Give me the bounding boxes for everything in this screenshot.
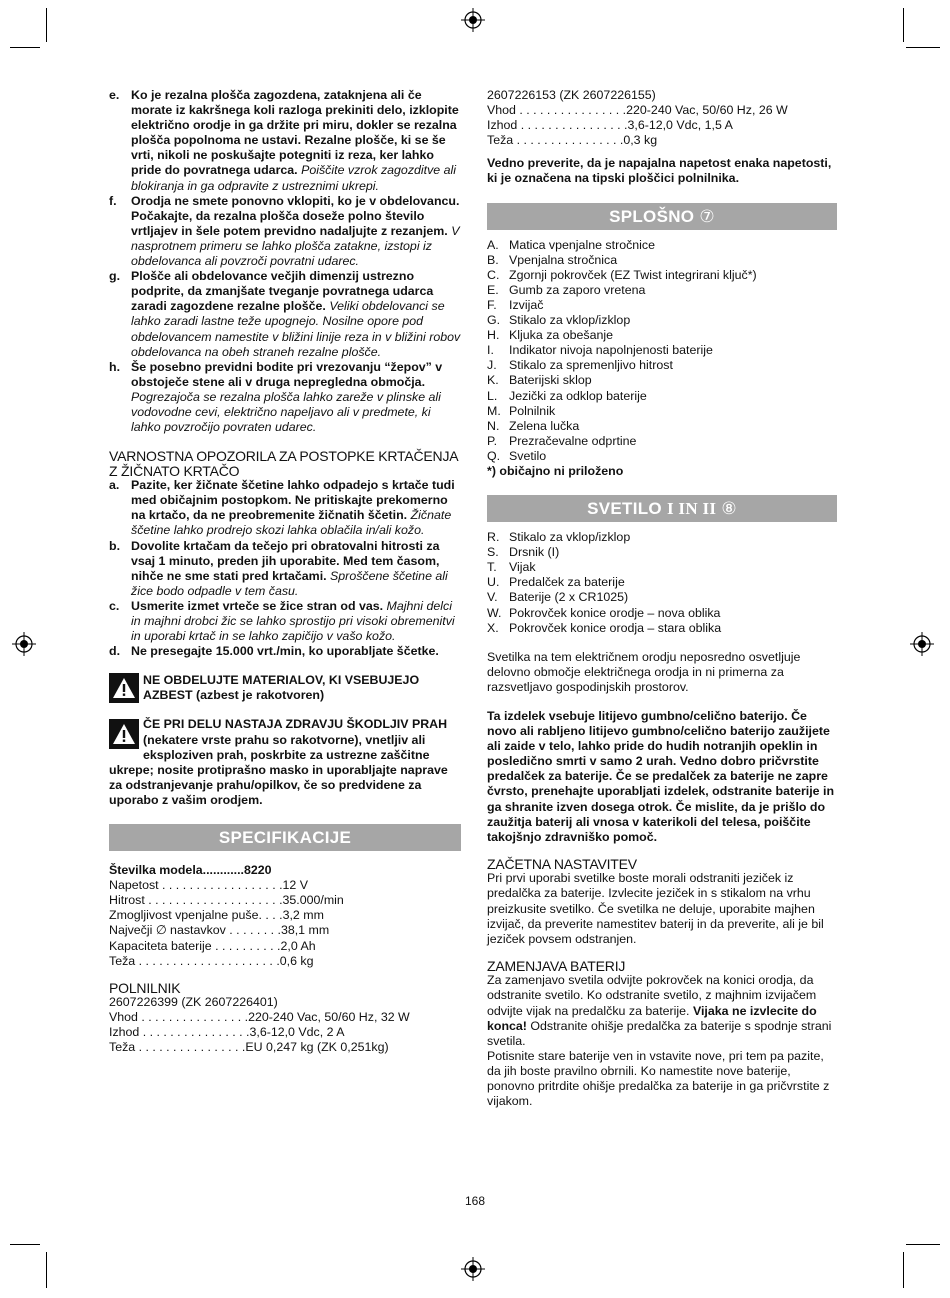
spec-row [109, 954, 461, 969]
list-item-text [131, 88, 461, 194]
part-letter: X. [487, 620, 499, 635]
part-letter: V. [487, 590, 498, 605]
charger2-model: 2607226153 (ZK 2607226155) [487, 88, 656, 102]
list-item-bold: Še posebno previdni bodite pri vrezovanju “žepov” v obstoječe stene ali v druga nepregledna območja. [131, 359, 443, 389]
warning-triangle-icon [109, 673, 139, 703]
part-name: Matica vpenjalne stročnice [509, 237, 656, 252]
part-name: Kljuka za obešanje [509, 328, 614, 343]
charger2-specs [487, 103, 837, 148]
spec-dots: ............ [202, 863, 244, 878]
part-name: Zgornji pokrovček (EZ Twist integrirani ključ*) [509, 267, 757, 282]
spec-row [109, 908, 461, 923]
list-item-label: a. [109, 478, 120, 493]
registration-mark-icon [461, 8, 485, 32]
part-item [487, 560, 837, 575]
light-band-title: SVETILO [587, 499, 662, 519]
spec-value: 35.000/min [282, 893, 344, 908]
list-item-italic: Poiščite vzrok zagozditve ali blokiranja in ga odpravite z ustreznimi ukrepi. [131, 163, 457, 193]
part-name: Jezički za odklop baterije [509, 388, 647, 403]
list-item-italic: Sproščene ščetine ali žice bodo odpadle v tem času. [131, 568, 448, 598]
spec-row [109, 1025, 461, 1040]
part-item [487, 328, 837, 343]
spec-dots: . . . . . . . . . . . . . . . . . . [158, 878, 283, 893]
list-item-label: g. [109, 269, 121, 284]
registration-mark-icon [910, 632, 934, 656]
list-item-text [131, 194, 461, 269]
list-item-text [131, 644, 461, 659]
part-item [487, 298, 837, 313]
spec-value: 3,6-12,0 Vdc, 1,5 A [627, 118, 733, 133]
part-letter: L. [487, 388, 498, 403]
part-letter: T. [487, 560, 497, 575]
part-item [487, 545, 837, 560]
spec-value: 3,6-12,0 Vdc, 2 A [249, 1025, 345, 1040]
spec-row [109, 893, 461, 908]
list-item-bold: Dovolite krtačam da tečejo pri obratovalni hitrosti za vsaj 1 minuto, preden jih uporabite. Med tem časom, nihče ne sme stati pred krtačami. [131, 538, 440, 583]
list-item-text [131, 478, 461, 538]
cutting-safety-list [109, 88, 461, 435]
part-name: Baterijski sklop [509, 373, 592, 388]
part-letter: F. [487, 297, 497, 312]
part-item [487, 575, 837, 590]
list-item-bold: Ne presegajte 15.000 vrt./min, ko uporabljate ščetke. [131, 644, 439, 659]
list-item-italic: Veliki obdelovanci se lahko zaradi lastne teže upognejo. Nosilne opore pod obdelovancem namestite v bližini linije reza in v bližini robov obdelovanca na obeh straneh rezalne plošče. [131, 299, 461, 359]
spec-row [109, 1040, 461, 1055]
spec-row [109, 863, 461, 878]
part-item [487, 238, 837, 253]
list-item-italic: Žičnate ščetine lahko prodrejo skozi lahka oblačila in/ali kožo. [131, 508, 452, 538]
part-letter: R. [487, 530, 500, 545]
part-name: Svetilo [509, 448, 547, 463]
general-band [487, 203, 837, 230]
part-item [487, 313, 837, 328]
spec-key: Največji ∅ nastavkov [109, 923, 226, 938]
spec-dots: . . . . . . . . . . . . . . . . . . . . . [135, 953, 280, 968]
spec-key: Teža [109, 1040, 136, 1055]
spec-dots: . . . . . . . . . . . . . . . . [137, 1010, 249, 1025]
spec-value: 220-240 Vac, 50/60 Hz, 32 W [248, 1010, 410, 1025]
part-name: Pokrovček konice orodje – nova oblika [509, 605, 721, 620]
warning-triangle-icon [109, 719, 139, 749]
part-item [487, 590, 837, 605]
part-name: Indikator nivoja napolnjenosti baterije [509, 343, 713, 358]
spec-dots: . . . . . . . . . . . . . . . . [517, 118, 628, 133]
part-item [487, 268, 837, 283]
part-item [487, 253, 837, 268]
part-letter: A. [487, 237, 499, 252]
registration-mark-icon [461, 1257, 485, 1281]
part-name: Drsnik (I) [509, 545, 560, 560]
spec-dots: . . . . . . . . . . . . . . . . . . . . [144, 893, 283, 908]
spec-value: EU 0,247 kg (ZK 0,251kg) [245, 1040, 389, 1055]
registration-mark-icon [12, 632, 36, 656]
spec-key: Napetost [109, 878, 159, 893]
spec-dots: . . . . . . . . . . . . . . . . [135, 1040, 246, 1055]
part-name: Stikalo za vklop/izklop [509, 530, 631, 545]
replacement-text-bold: Vijaka ne izvlecite do konca! [487, 1003, 817, 1033]
light-description: Svetilka na tem električnem orodju neposredno osvetljuje delovno območje električnega orodja in ni primerna za razsvetljavo gospodinjskih prostorov. [487, 649, 801, 694]
not-included-note: *) običajno ni priloženo [487, 463, 624, 478]
crop-mark [10, 47, 40, 48]
part-name: Predalček za baterije [509, 575, 625, 590]
initial-setup-text: Pri prvi uporabi svetilke boste morali odstraniti jeziček iz predalčka za baterije. Izvlecite jeziček in s stikalom na vrhu preizkusite svetilko. Če svetilka ne deluje, uporabite majhen izvijač, da preverite namestitev baterij in da preverite, ali je bil jeziček povsem odstranjen. [487, 871, 824, 946]
crop-mark [903, 8, 904, 42]
spec-value: 0,6 kg [279, 953, 314, 968]
spec-key: Zmogljivost vpenjalne puše [109, 908, 259, 923]
light-band [487, 495, 837, 522]
spec-key: Hitrost [109, 893, 145, 908]
list-item-label: e. [109, 88, 120, 102]
list-item [109, 478, 461, 538]
brush-safety-list [109, 478, 461, 659]
part-name: Vijak [509, 560, 536, 575]
part-letter: E. [487, 282, 499, 297]
list-item-label: h. [109, 359, 121, 374]
list-item [109, 360, 461, 435]
part-name: Polnilnik [509, 403, 556, 418]
list-item [109, 599, 461, 644]
general-band-title: SPLOŠNO [609, 206, 695, 226]
specifications-table [109, 863, 461, 969]
part-item [487, 283, 837, 298]
part-letter: Q. [487, 448, 501, 463]
part-item [487, 358, 837, 373]
spec-value: 12 V [282, 878, 309, 893]
part-letter: U. [487, 575, 500, 590]
list-item [109, 539, 461, 599]
initial-setup-title: ZAČETNA NASTAVITEV [487, 855, 637, 872]
brush-section-title: VARNOSTNA OPOZORILA ZA POSTOPKE KRTAČENJA Z ŽIČNATO KRTAČO [109, 448, 458, 479]
part-letter: W. [487, 605, 502, 620]
general-band-figure-number: ⑦ [699, 206, 715, 226]
spec-key: Vhod [487, 103, 516, 118]
list-item-text [131, 599, 461, 644]
spec-key: Teža [109, 953, 136, 968]
spec-key: Številka modela [109, 863, 203, 878]
light-parts-list [487, 530, 837, 636]
spec-row [487, 118, 837, 133]
battery-warning: Ta izdelek vsebuje litijevo gumbno/celično baterijo. Če novo ali rabljeno litijevo gumbno/celično baterijo zaužijete ali zaide v telo, lahko pride do hudih notranjih opeklin in posledično smrti v samo 2 urah. Vedno dobro pričvrstite predalček za baterije. Če se predalček za baterije ne zapre čvrsto, prenehajte uporabljati izdelek, odstranite baterije in ga shranite izven dosega otrok. Če mislite, da je prišlo do zaužitja baterij ali vnosa v katerikoli del telesa, poiščite takojšnjo zdravniško pomoč. [487, 709, 835, 844]
list-item-bold: Usmerite izmet vrteče se žice stran od vas. [131, 598, 384, 613]
part-letter: G. [487, 313, 501, 328]
list-item-text [131, 269, 461, 360]
part-letter: B. [487, 252, 499, 267]
spec-dots: . . . . . . . . . . [211, 938, 281, 953]
crop-mark [10, 1244, 40, 1245]
voltage-note: Vedno preverite, da je napajalna napetost enaka napetosti, ki je označena na tipski ploščici polnilnika. [487, 156, 832, 186]
list-item [109, 269, 461, 360]
spec-value: 2,0 Ah [280, 938, 316, 953]
asbestos-warning-rest: (azbest je rakotvoren) [196, 688, 325, 703]
list-item-label: c. [109, 598, 120, 613]
right-column [487, 88, 837, 1109]
page-number: 168 [464, 1194, 486, 1208]
spec-value: 8220 [243, 863, 272, 878]
spec-row [109, 878, 461, 893]
list-item-italic: Majhni delci in majhni drobci žic se lahko sprostijo pri visoki obremenitvi in uporabi krtač in se lahko zapičijo v vašo kožo. [131, 598, 455, 644]
list-item [109, 194, 461, 269]
spec-value: 0,3 kg [623, 133, 658, 148]
list-item-bold: Ko je rezalna plošča zagozdena, zataknjena ali če morate iz kakršnega koli razloga prekiniti delo, izklopite električno orodje in ga držite pri miru, dokler se rezalna plošča popolnoma ne ustavi. Rezalne plošče, ki se še vrti, nikoli ne poskušajte potegniti iz reza, ker lahko pride do povratnega udarca. [131, 88, 459, 178]
part-letter: I. [487, 343, 494, 358]
part-letter: H. [487, 328, 500, 343]
light-band-figure-number: ⑧ [721, 499, 737, 519]
part-item [487, 621, 837, 636]
replacement-text-b: Odstranite ohišje predalčka za baterije s spodnje strani svetila. [487, 1018, 832, 1048]
part-letter: M. [487, 403, 501, 418]
part-name: Stikalo za spremenljivo hitrost [509, 358, 673, 373]
spec-dots: . . . . . . . . . . . . . . . . [513, 133, 624, 148]
dust-warning-bold: ČE PRI DELU NASTAJA ZDRAVJU ŠKODLJIV PRAH [143, 717, 448, 732]
spec-key: Vhod [109, 1010, 138, 1025]
part-item [487, 606, 837, 621]
spec-row [487, 103, 837, 118]
list-item-bold: Pazite, ker žičnate ščetine lahko odpadejo s krtače tudi med običajnim postopkom. Ne pritiskajte prekomerno na krtačo, da ne preobremenite žičnatih ščetin. [131, 478, 455, 523]
charger-section-title: POLNILNIK [109, 979, 181, 996]
crop-mark [906, 1244, 940, 1245]
crop-mark [46, 8, 47, 42]
part-item [487, 530, 837, 545]
crop-mark [46, 1252, 47, 1288]
part-item [487, 373, 837, 388]
spec-dots: . . . . [258, 908, 283, 923]
parts-list [487, 238, 837, 464]
list-item [109, 88, 461, 194]
spec-value: 220-240 Vac, 50/60 Hz, 26 W [626, 103, 788, 118]
charger-model: 2607226399 (ZK 2607226401) [109, 995, 278, 1010]
specifications-band: SPECIFIKACIJE [109, 824, 461, 851]
part-item [487, 404, 837, 419]
replacement-text-c: Potisnite stare baterije ven in vstavite nove, pri tem pa pazite, da jih boste pravilno obrnili. Ko namestite nove baterije, ponovno pritrdite ohišje predalčka za baterije in ga pričvrstite z vijakom. [487, 1048, 830, 1109]
part-name: Gumb za zaporo vretena [509, 282, 646, 297]
list-item-italic: Pogrezajoča se rezalna plošča lahko zareže v plinske ali vodovodne cevi, električno napeljavo ali v predmete, ki lahko povzročijo povraten udarec. [131, 389, 441, 435]
dust-warning [109, 717, 461, 808]
spec-row [109, 1010, 461, 1025]
part-item [487, 449, 837, 464]
spec-key: Kapaciteta baterije [109, 938, 212, 953]
spec-dots: . . . . . . . . [225, 923, 281, 938]
spec-dots: . . . . . . . . . . . . . . . . [515, 103, 627, 118]
replacement-text-a: Za zamenjavo svetila odvijte pokrovček na konici orodja, da odstranite svetilo. Ko odstranite svetilo, z majhnim izvijačem odvijte vijak na predalčku za baterije. [487, 973, 817, 1018]
list-item-text [131, 360, 461, 435]
list-item-bold: Orodja ne smete ponovno vklopiti, ko je v obdelovancu. Počakajte, da rezalna plošča doseže polno število vrtljajev in šele potem previdno nadaljujte z rezanjem. [131, 193, 460, 238]
asbestos-warning-bold: NE OBDELUJTE MATERIALOV, KI VSEBUJEJO AZBEST [143, 673, 420, 703]
crop-mark [903, 1252, 904, 1288]
charger-specs [109, 1010, 461, 1055]
part-letter: N. [487, 418, 500, 433]
dust-warning-rest: (nekatere vrste prahu so rakotvorne), vnetljiv ali eksploziven prah, poskrbite za ustrezne zaščitne ukrepe; nosite protiprašno masko in uporabljajte naprave za odstranjevanje prahu/opilkov, če so predvidene za uporabo z vašim orodjem. [109, 732, 448, 807]
part-letter: K. [487, 373, 499, 388]
asbestos-warning [109, 673, 461, 703]
spec-value: 38,1 mm [280, 923, 330, 938]
part-letter: J. [487, 358, 497, 373]
spec-row [109, 923, 461, 938]
spec-dots: . . . . . . . . . . . . . . . . [139, 1025, 250, 1040]
spec-row [487, 133, 837, 148]
list-item-label: f. [109, 193, 117, 208]
list-item-label: d. [109, 644, 121, 659]
left-column [109, 88, 461, 1056]
light-band-roman: I IN II [666, 499, 717, 519]
part-letter: P. [487, 433, 498, 448]
list-item-bold: Plošče ali obdelovance večjih dimenzij ustrezno podprite, da zmanjšate tveganje povratnega udarca zaradi zagozdene rezalne plošče. [131, 269, 434, 314]
list-item [109, 644, 461, 659]
crop-mark [906, 47, 940, 48]
spec-key: Izhod [109, 1025, 140, 1040]
list-item-label: b. [109, 538, 121, 553]
part-item [487, 343, 837, 358]
part-name: Zelena lučka [509, 418, 580, 433]
part-name: Izvijač [509, 297, 544, 312]
part-item [487, 434, 837, 449]
part-name: Baterije (2 x CR1025) [509, 590, 629, 605]
battery-replacement-text [487, 973, 837, 1048]
spec-value: 3,2 mm [282, 908, 324, 923]
part-name: Stikalo za vklop/izklop [509, 313, 631, 328]
list-item-italic: V nasprotnem primeru se lahko plošča zatakne, izstopi iz obdelovanca ali povzroči povratni udarec. [131, 223, 460, 269]
part-name: Vpenjalna stročnica [509, 252, 618, 267]
spec-row [109, 939, 461, 954]
battery-replacement-title: ZAMENJAVA BATERIJ [487, 957, 626, 974]
spec-key: Teža [487, 133, 514, 148]
list-item-text [131, 539, 461, 599]
part-name: Pokrovček konice orodja – stara oblika [509, 620, 722, 635]
part-name: Prezračevalne odprtine [509, 433, 637, 448]
part-letter: S. [487, 545, 499, 560]
part-item [487, 419, 837, 434]
part-letter: C. [487, 267, 500, 282]
part-item [487, 389, 837, 404]
spec-key: Izhod [487, 118, 518, 133]
